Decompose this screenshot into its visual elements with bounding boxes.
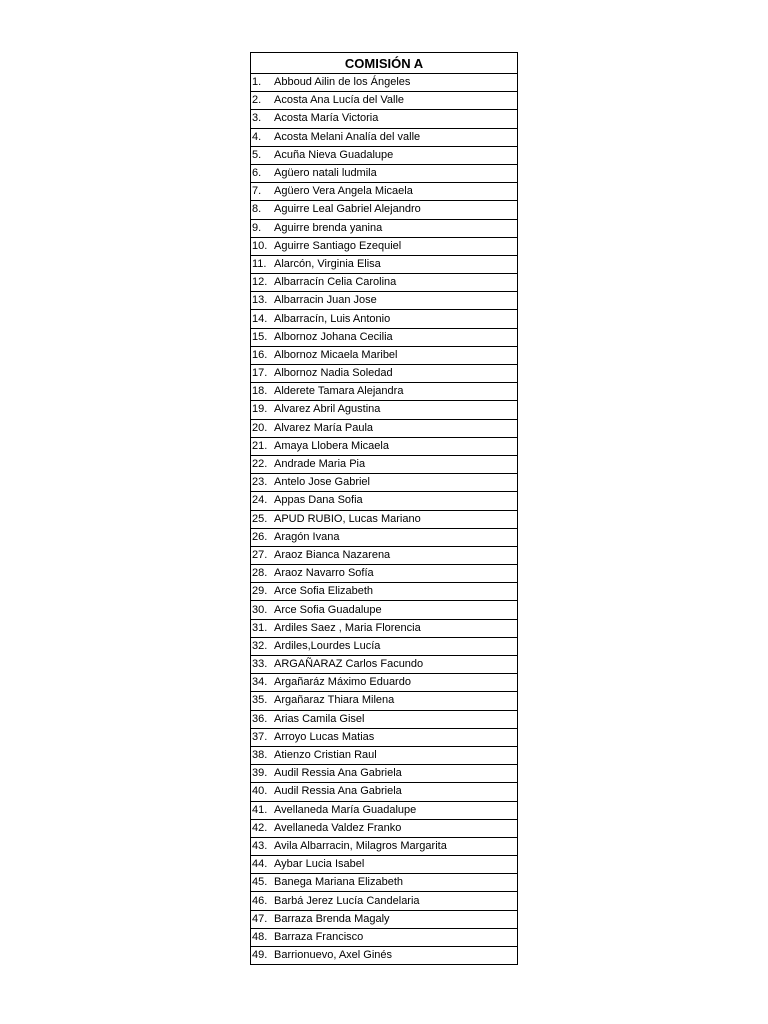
row-number: 42. [252,821,268,834]
table-row [251,455,518,473]
student-name: Avellaneda Valdez Franko [274,821,402,834]
row-number: 5. [252,148,262,161]
student-cell [251,528,518,546]
table-title: COMISIÓN A [251,53,518,74]
student-name: Alvarez Abril Agustina [274,403,381,416]
table-row [251,437,518,455]
student-name: Albarracin Juan Jose [274,294,377,307]
student-name: Alarcón, Virginia Elisa [274,257,381,270]
student-name: Aguirre Leal Gabriel Alejandro [274,203,421,216]
row-number: 39. [252,767,268,780]
student-name: ARGAÑARAZ Carlos Facundo [274,658,424,671]
student-name: Albornoz Nadia Soledad [274,367,393,380]
row-number: 6. [252,167,262,180]
row-number: 21. [252,439,268,452]
student-name: Avila Albarracin, Milagros Margarita [274,839,447,852]
student-name: Aguirre Santiago Ezequiel [274,239,402,252]
row-number: 28. [252,567,268,580]
row-number: 49. [252,949,268,962]
table-row [251,528,518,546]
student-cell [251,910,518,928]
student-name: Aguirre brenda yanina [274,221,383,234]
row-number: 23. [252,476,268,489]
table-row [251,401,518,419]
student-cell [251,346,518,364]
table-row [251,383,518,401]
row-number: 15. [252,330,268,343]
table-row [251,546,518,564]
row-number: 4. [252,130,262,143]
student-name: Barraza Brenda Magaly [274,912,390,925]
student-cell [251,710,518,728]
row-number: 34. [252,676,268,689]
student-name: Banega Mariana Elizabeth [274,876,404,889]
student-name: Araoz Navarro Sofía [274,567,374,580]
student-cell [251,237,518,255]
student-cell [251,837,518,855]
row-number: 33. [252,658,268,671]
student-cell [251,255,518,273]
row-number: 45. [252,876,268,889]
row-number: 29. [252,585,268,598]
table-row [251,910,518,928]
row-number: 36. [252,712,268,725]
row-number: 14. [252,312,268,325]
row-number: 31. [252,621,268,634]
student-cell [251,692,518,710]
student-cell [251,510,518,528]
student-cell [251,292,518,310]
table-row [251,565,518,583]
student-name: Aybar Lucia Isabel [274,858,365,871]
student-cell [251,856,518,874]
table-row [251,674,518,692]
student-name: Ardiles Saez , Maria Florencia [274,621,421,634]
student-name: Arce Sofia Elizabeth [274,585,374,598]
row-number: 27. [252,548,268,561]
student-name: Agüero natali ludmila [274,167,377,180]
table-row [251,146,518,164]
student-name: Ardiles,Lourdes Lucía [274,639,381,652]
student-cell [251,365,518,383]
student-cell [251,401,518,419]
table-row [251,728,518,746]
student-name: Argañaraz Thiara Milena [274,694,395,707]
student-name: Albornoz Johana Cecilia [274,330,393,343]
table-row [251,183,518,201]
student-name: Audil Ressia Ana Gabriela [274,767,402,780]
student-cell [251,383,518,401]
table-row [251,492,518,510]
row-number: 7. [252,185,262,198]
table-row [251,128,518,146]
row-number: 38. [252,749,268,762]
row-number: 17. [252,367,268,380]
student-cell [251,419,518,437]
row-number: 48. [252,930,268,943]
student-name: Agüero Vera Angela Micaela [274,185,413,198]
student-cell [251,437,518,455]
table-row [251,164,518,182]
table-row [251,201,518,219]
table-row [251,692,518,710]
student-name: Arroyo Lucas Matias [274,730,375,743]
student-cell [251,74,518,92]
table-row [251,637,518,655]
table-row [251,510,518,528]
student-name: Acosta Melani Analía del valle [274,130,421,143]
student-name: Alderete Tamara Alejandra [274,385,404,398]
student-name: Albornoz Micaela Maribel [274,348,398,361]
student-name: Amaya Llobera Micaela [274,439,389,452]
row-number: 44. [252,858,268,871]
table-row [251,601,518,619]
student-cell [251,819,518,837]
student-name: Antelo Jose Gabriel [274,476,370,489]
student-name: Albarracín Celia Carolina [274,276,397,289]
student-cell [251,183,518,201]
table-row [251,928,518,946]
student-cell [251,874,518,892]
table-row [251,856,518,874]
table-row [251,710,518,728]
table-row [251,746,518,764]
table-row [251,346,518,364]
student-cell [251,492,518,510]
row-number: 30. [252,603,268,616]
student-cell [251,783,518,801]
row-number: 19. [252,403,268,416]
table-row [251,92,518,110]
student-cell [251,928,518,946]
student-cell [251,746,518,764]
student-name: Avellaneda María Guadalupe [274,803,417,816]
student-list-table [250,52,518,965]
student-cell [251,110,518,128]
row-number: 40. [252,785,268,798]
row-number: 35. [252,694,268,707]
student-cell [251,310,518,328]
student-cell [251,947,518,965]
table-header-row [251,53,518,74]
student-name: Acosta Ana Lucía del Valle [274,94,405,107]
student-cell [251,892,518,910]
row-number: 3. [252,112,262,125]
student-name: Andrade Maria Pia [274,458,366,471]
student-cell [251,146,518,164]
student-name: Barrionuevo, Axel Ginés [274,949,393,962]
student-name: Atienzo Cristian Raul [274,749,377,762]
row-number: 13. [252,294,268,307]
student-cell [251,274,518,292]
row-number: 9. [252,221,262,234]
student-cell [251,656,518,674]
row-number: 32. [252,639,268,652]
table-row [251,292,518,310]
student-cell [251,619,518,637]
student-cell [251,328,518,346]
table-row [251,783,518,801]
table-row [251,74,518,92]
student-name: Audil Ressia Ana Gabriela [274,785,402,798]
student-cell [251,455,518,473]
table-row [251,365,518,383]
student-name: Aragón Ivana [274,530,340,543]
table-row [251,110,518,128]
table-row [251,219,518,237]
student-name: Arias Camila Gisel [274,712,365,725]
student-name: Acosta María Victoria [274,112,379,125]
row-number: 22. [252,458,268,471]
student-name: APUD RUBIO, Lucas Mariano [274,512,421,525]
table-row [251,837,518,855]
table-row [251,619,518,637]
student-cell [251,92,518,110]
table-row [251,656,518,674]
table-row [251,328,518,346]
row-number: 18. [252,385,268,398]
table-row [251,583,518,601]
student-name: Barraza Francisco [274,930,364,943]
row-number: 2. [252,94,262,107]
student-name: Appas Dana Sofia [274,494,363,507]
row-number: 43. [252,839,268,852]
student-name: Arce Sofia Guadalupe [274,603,382,616]
row-number: 41. [252,803,268,816]
student-cell [251,674,518,692]
student-cell [251,128,518,146]
table-row [251,274,518,292]
student-name: Abboud Ailin de los Ángeles [274,76,411,89]
table-row [251,801,518,819]
student-cell [251,601,518,619]
student-name: Araoz Bianca Nazarena [274,548,391,561]
table-row [251,419,518,437]
student-cell [251,583,518,601]
student-name: Barbá Jerez Lucía Candelaria [274,894,420,907]
student-name: Acuña Nieva Guadalupe [274,148,394,161]
row-number: 46. [252,894,268,907]
row-number: 11. [252,257,267,270]
table-row [251,874,518,892]
table-row [251,310,518,328]
student-name: Albarracín, Luis Antonio [274,312,391,325]
table-row [251,947,518,965]
student-cell [251,637,518,655]
table-row [251,765,518,783]
row-number: 12. [252,276,268,289]
row-number: 47. [252,912,268,925]
table-row [251,892,518,910]
student-cell [251,164,518,182]
student-name: Alvarez María Paula [274,421,374,434]
row-number: 25. [252,512,268,525]
row-number: 20. [252,421,268,434]
student-cell [251,765,518,783]
student-cell [251,546,518,564]
student-name: Argañaráz Máximo Eduardo [274,676,411,689]
table-row [251,237,518,255]
row-number: 26. [252,530,268,543]
row-number: 16. [252,348,268,361]
row-number: 8. [252,203,262,216]
table-row [251,474,518,492]
student-cell [251,219,518,237]
table-row [251,819,518,837]
row-number: 10. [252,239,268,252]
student-cell [251,728,518,746]
row-number: 37. [252,730,268,743]
student-cell [251,474,518,492]
student-cell [251,801,518,819]
student-cell [251,565,518,583]
row-number: 1. [252,76,262,89]
student-rows [251,74,518,965]
table-row [251,255,518,273]
student-cell [251,201,518,219]
row-number: 24. [252,494,268,507]
